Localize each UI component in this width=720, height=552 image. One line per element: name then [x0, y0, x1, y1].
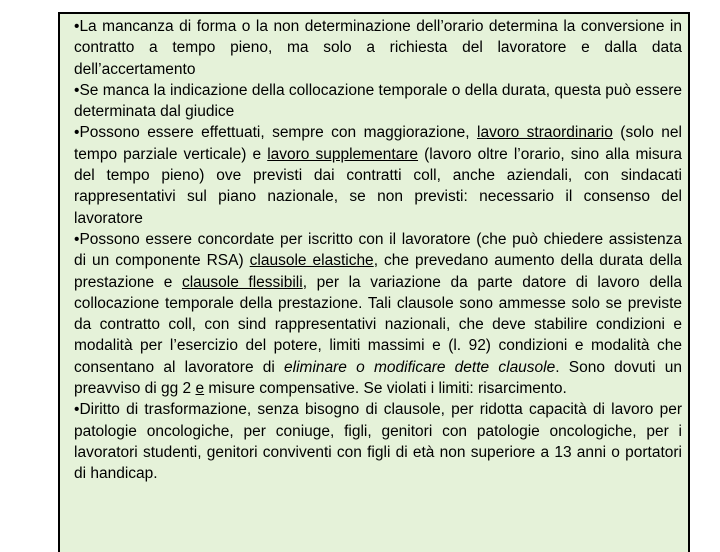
bullet-paragraph-1 — [74, 16, 682, 80]
bullet-icon: • — [74, 124, 80, 142]
underlined-term: lavoro supplementare — [267, 145, 419, 163]
bullet-icon: • — [74, 401, 80, 419]
text-segment: . Sono dovuti un preavviso di gg 2 — [74, 358, 682, 398]
text-segment: , che prevedano aumento della durata della prestazione e — [74, 252, 682, 291]
text-segment: Possono essere concordate per iscritto con il lavoratore (che può chiedere assistenza di un componente RSA) — [74, 230, 682, 270]
text-segment: Possono essere effettuati, sempre con maggiorazione, — [79, 124, 478, 142]
text-segment: La mancanza di forma o la non determinazione dell’orario determina la conversione in contratto a tempo pieno, ma solo a richiesta del lavoratore e dalla data dell’accertamento — [74, 18, 682, 78]
text-segment: (solo nel tempo parziale verticale) e — [74, 124, 682, 163]
underlined-term: clausole elastiche — [249, 252, 374, 270]
bullet-icon: • — [74, 81, 80, 99]
bullet-paragraph-3 — [74, 122, 682, 228]
text-panel — [58, 12, 690, 552]
underlined-term: lavoro straordinario — [477, 124, 613, 142]
text-segment: misure compensative. Se violati i limiti: risarcimento. — [204, 380, 567, 398]
text-segment: (lavoro oltre l’orario, sino alla misura del tempo pieno) ove previsti dai contratti coll, anche aziendali, con sindacati rappresentativi sul piano nazionale, se non previsti: necessario il consenso del lavoratore — [74, 145, 682, 227]
bullet-paragraph-2 — [74, 80, 682, 123]
text-segment: Diritto di trasformazione, senza bisogno di clausole, per ridotta capacità di lavoro per patologie oncologiche, per coniuge, figli, genitori con patologie oncologiche, per i lavoratori studenti, genitori conviventi con figli di età non superiore a 13 anni o portatori di handicap. — [74, 401, 682, 483]
bullet-icon: • — [74, 230, 80, 248]
underlined-term: e — [195, 380, 205, 398]
italic-phrase: eliminare o modificare dette clausole — [284, 358, 556, 376]
bullet-icon: • — [74, 18, 80, 35]
bullet-paragraph-4 — [74, 229, 682, 399]
text-segment: Se manca la indicazione della collocazione temporale o della durata, questa può essere determinata dal giudice — [74, 81, 682, 121]
text-segment: , per la variazione da parte datore di lavoro della collocazione temporale della prestazione. Tali clausole sono ammesse solo se previste da contratto coll, con sind rappresentativi nazionali, che deve stabilire condizioni e modalità per l’esercizio del potere, limiti massimi e (l. 92) condizioni e modalità che consentano al lavoratore di — [74, 273, 682, 376]
bullet-paragraph-5 — [74, 399, 682, 484]
underlined-term: clausole flessibili — [181, 273, 303, 291]
